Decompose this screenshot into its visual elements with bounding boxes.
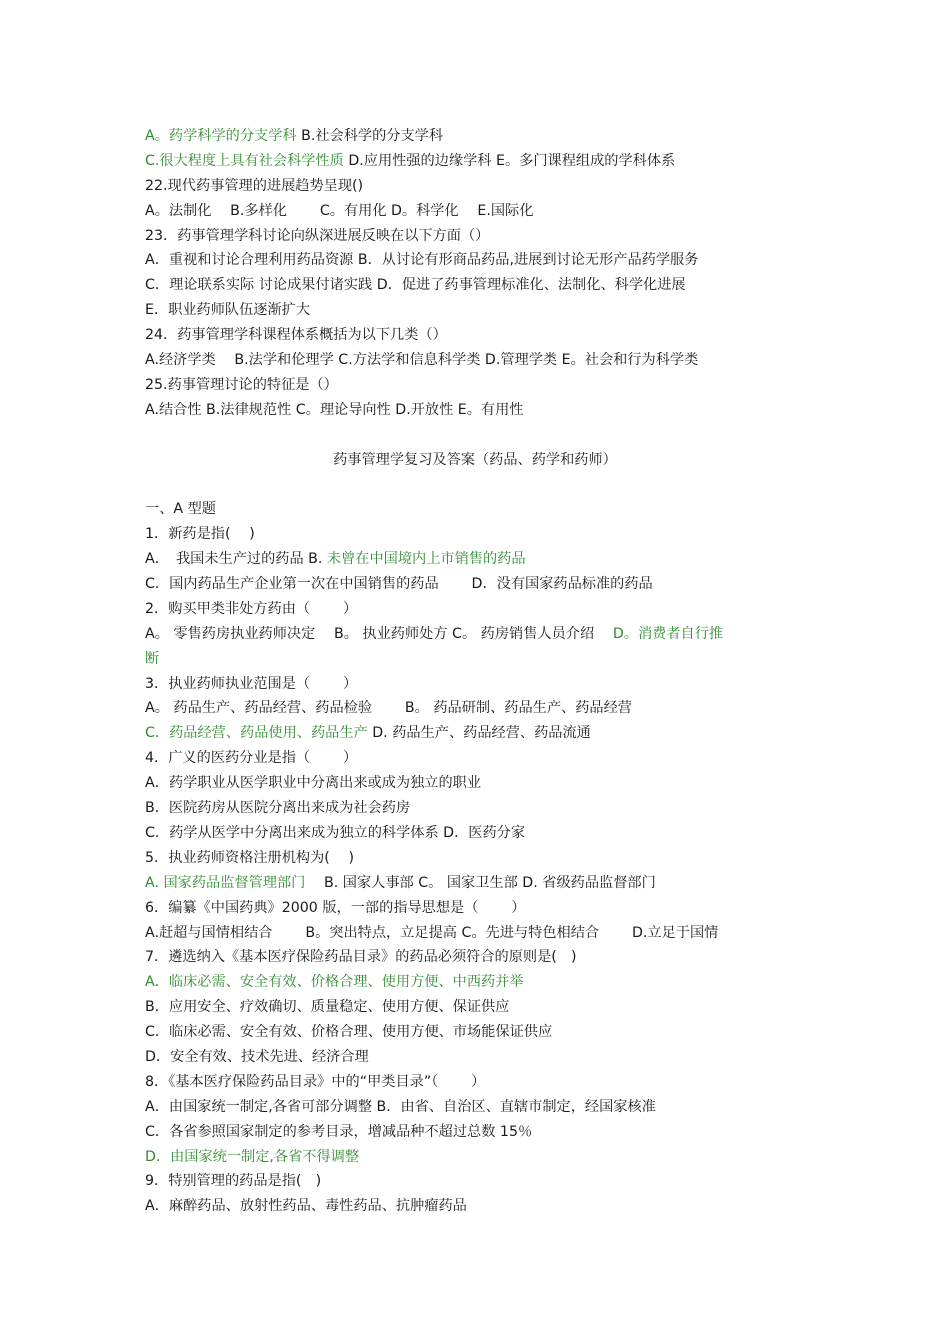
question-text: 25.药事管理讨论的特征是（） bbox=[145, 376, 338, 393]
text-line bbox=[145, 647, 805, 672]
question-text: C．临床必需、安全有效、价格合理、使用方便、市场能保证供应 bbox=[145, 1024, 553, 1041]
question-text: A． 我国未生产过的药品 B. bbox=[145, 551, 323, 568]
answer-text: D。消费者自行推 bbox=[612, 625, 724, 642]
text-line bbox=[145, 995, 805, 1020]
answer-text: A. 国家药品监督管理部门 bbox=[145, 874, 306, 891]
question-text: D. 药品生产、药品经营、药品流通 bbox=[367, 725, 591, 742]
question-text: C．国内药品生产企业第一次在中国销售的药品 D．没有国家药品标准的药品 bbox=[145, 576, 653, 593]
text-line bbox=[145, 398, 805, 423]
question-text: A。 零售药房执业药师决定 B。 执业药师处方 C。 药房销售人员介绍 bbox=[145, 625, 613, 642]
answer-text: C．药品经营、药品使用、药品生产 bbox=[145, 725, 368, 742]
answer-text: C.很大程度上具有社会科学性质 bbox=[145, 152, 344, 169]
question-text: 9．特别管理的药品是指( ) bbox=[145, 1173, 322, 1190]
question-text: A．由国家统一制定,各省可部分调整 B．由省、自治区、直辖市制定，经国家核准 bbox=[145, 1098, 656, 1115]
text-line bbox=[145, 323, 805, 348]
question-text: A.赶超与国情相结合 B。突出特点，立足提高 C。先进与特色相结合 D.立足于国情 bbox=[145, 924, 719, 941]
text-line bbox=[145, 1194, 805, 1219]
text-line bbox=[145, 547, 805, 572]
text-line bbox=[145, 721, 805, 746]
text-line bbox=[145, 1020, 805, 1045]
text-line bbox=[145, 970, 805, 995]
answer-text: 未曾在中国境内上市销售的药品 bbox=[322, 551, 526, 568]
text-line bbox=[145, 796, 805, 821]
text-line bbox=[145, 373, 805, 398]
text-line bbox=[145, 572, 805, 597]
spacer bbox=[145, 472, 805, 497]
question-text: 一、A 型题 bbox=[145, 501, 216, 518]
questions-21-25-block bbox=[145, 124, 805, 423]
question-text: A。法制化 B.多样化 C。有用化 D。科学化 E.国际化 bbox=[145, 202, 534, 219]
text-line bbox=[145, 945, 805, 970]
text-line bbox=[145, 348, 805, 373]
text-line bbox=[145, 821, 805, 846]
text-line bbox=[145, 174, 805, 199]
text-line bbox=[145, 199, 805, 224]
question-text: 7．遴选纳入《基本医疗保险药品目录》的药品必须符合的原则是( ) bbox=[145, 949, 577, 966]
answer-text: D．由国家统一制定,各省不得调整 bbox=[145, 1148, 360, 1165]
question-text: 5．执业药师资格注册机构为( ) bbox=[145, 849, 355, 866]
text-line bbox=[145, 124, 805, 149]
question-text: B．应用安全、疗效确切、质量稳定、使用方便、保证供应 bbox=[145, 999, 510, 1016]
text-line bbox=[145, 771, 805, 796]
text-line bbox=[145, 248, 805, 273]
question-text: A．重视和讨论合理利用药品资源 B．从讨论有形商品药品,进展到讨论无形产品药学服务 bbox=[145, 252, 699, 269]
text-line bbox=[145, 497, 805, 522]
answer-text: A。药学科学的分支学科 bbox=[145, 128, 297, 144]
text-line bbox=[145, 1120, 805, 1145]
question-text: 24．药事管理学科课程体系概括为以下几类（） bbox=[145, 327, 447, 344]
text-line bbox=[145, 846, 805, 871]
question-text: B．医院药房从医院分离出来成为社会药房 bbox=[145, 800, 411, 817]
question-text: B.社会科学的分支学科 bbox=[296, 128, 444, 144]
document-page bbox=[145, 124, 805, 1219]
question-text: C．理论联系实际 讨论成果付诸实践 D．促进了药事管理标准化、法制化、科学化进展 bbox=[145, 277, 686, 294]
question-text: A.经济学类 B.法学和伦理学 C.方法学和信息科学类 D.管理学类 E。社会和行为科学类 bbox=[145, 352, 699, 369]
a-type-questions-block bbox=[145, 497, 805, 1219]
question-text: 1．新药是指( ) bbox=[145, 526, 255, 543]
question-text: 2．购买甲类非处方药由（ ） bbox=[145, 600, 358, 617]
question-text: C．药学从医学中分离出来成为独立的科学体系 D．医药分家 bbox=[145, 824, 526, 841]
text-line bbox=[145, 921, 805, 946]
text-line bbox=[145, 696, 805, 721]
question-text: A．麻醉药品、放射性药品、毒性药品、抗肿瘤药品 bbox=[145, 1198, 467, 1215]
question-text: 4．广义的医药分业是指（ ） bbox=[145, 750, 358, 767]
text-line bbox=[145, 298, 805, 323]
section-title: 药事管理学复习及答案（药品、药学和药师） bbox=[333, 451, 617, 468]
question-text: D.应用性强的边缘学科 E。多门课程组成的学科体系 bbox=[343, 152, 676, 169]
question-text: C．各省参照国家制定的参考目录，增减品种不超过总数 15％ bbox=[145, 1123, 533, 1140]
question-text: 23．药事管理学科讨论向纵深进展反映在以下方面（） bbox=[145, 227, 490, 244]
question-text: 22.现代药事管理的进展趋势呈现() bbox=[145, 177, 364, 194]
answer-text: 断 bbox=[145, 650, 160, 667]
question-text: 6．编纂《中国药典》2000 版，一部的指导思想是（ ） bbox=[145, 899, 526, 916]
text-line bbox=[145, 1145, 805, 1170]
text-line bbox=[145, 597, 805, 622]
question-text: A。 药品生产、药品经营、药品检验 B。 药品研制、药品生产、药品经营 bbox=[145, 700, 632, 717]
question-text: A．药学职业从医学职业中分离出来或成为独立的职业 bbox=[145, 775, 482, 792]
question-text: B. 国家人事部 C。 国家卫生部 D. 省级药品监督部门 bbox=[305, 874, 656, 891]
text-line bbox=[145, 746, 805, 771]
text-line bbox=[145, 1169, 805, 1194]
answer-text: A．临床必需、安全有效、价格合理、使用方便、中西药并举 bbox=[145, 974, 524, 991]
text-line bbox=[145, 149, 805, 174]
spacer bbox=[145, 423, 805, 448]
text-line bbox=[145, 672, 805, 697]
question-text: D．安全有效、技术先进、经济合理 bbox=[145, 1048, 369, 1065]
text-line bbox=[145, 273, 805, 298]
text-line bbox=[145, 1045, 805, 1070]
text-line bbox=[145, 871, 805, 896]
question-text: 3．执业药师执业范围是（ ） bbox=[145, 675, 358, 692]
text-line bbox=[145, 622, 805, 647]
question-text: A.结合性 B.法律规范性 C。理论导向性 D.开放性 E。有用性 bbox=[145, 401, 524, 418]
question-text: E．职业药师队伍逐渐扩大 bbox=[145, 302, 311, 319]
text-line bbox=[145, 896, 805, 921]
text-line bbox=[145, 224, 805, 249]
text-line bbox=[145, 522, 805, 547]
text-line bbox=[145, 1070, 805, 1095]
text-line bbox=[145, 1095, 805, 1120]
question-text: 8．《基本医疗保险药品目录》中的“甲类目录”（ ） bbox=[145, 1073, 486, 1090]
